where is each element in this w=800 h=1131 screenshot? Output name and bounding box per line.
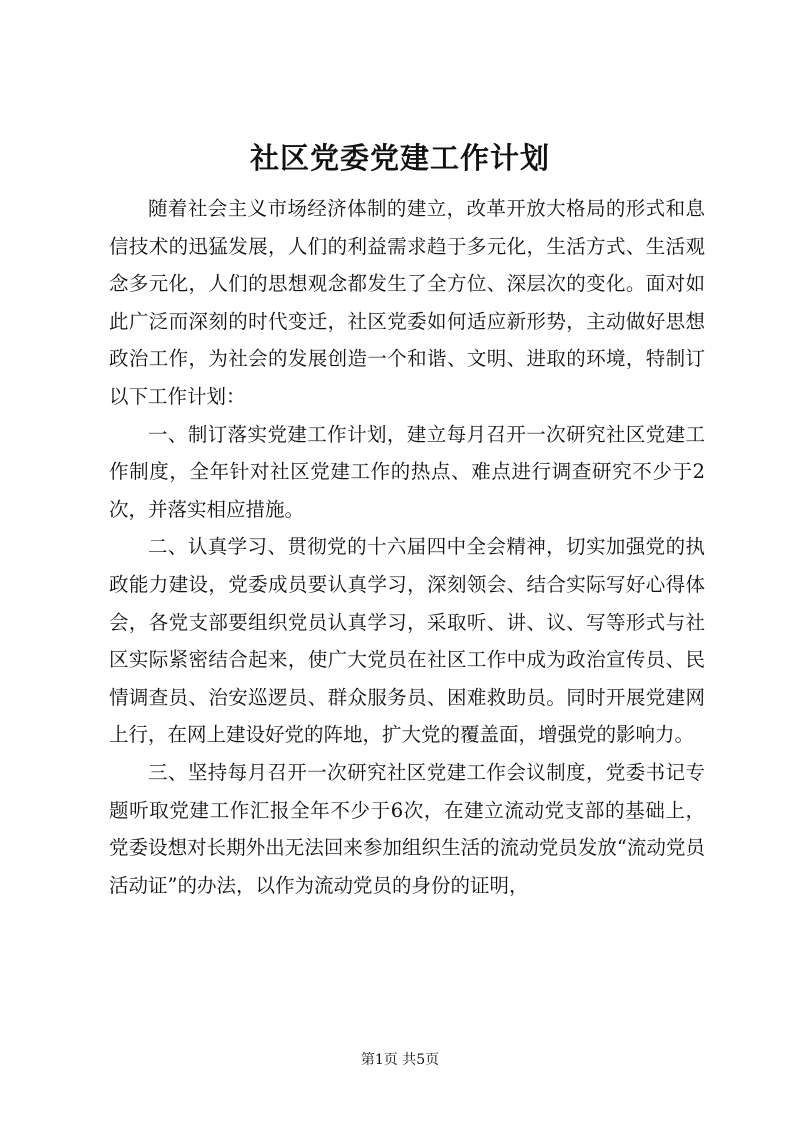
document-body <box>109 190 705 904</box>
page-footer: 第1页 共5页 <box>360 1052 440 1068</box>
paragraph-item-1: 一、制订落实党建工作计划，建立每月召开一次研究社区党建工作制度，全年针对社区党建工作的热点、难点进行调查研究不少于2次，并落实相应措施。 <box>109 422 705 521</box>
paragraph-intro: 随着社会主义市场经济体制的建立，改革开放大格局的形式和息信技术的迅猛发展，人们的利益需求趋于多元化，生活方式、生活观念多元化，人们的思想观念都发生了全方位、深层次的变化。面对如此广泛而深刻的时代变迁，社区党委如何适应新形势，主动做好思想政治工作，为社会的发展创造一个和谐、文明、进取的环境，特制订以下工作计划： <box>109 197 705 408</box>
paragraph-item-3: 三、坚持每月召开一次研究社区党建工作会议制度，党委书记专题听取党建工作汇报全年不少于6次，在建立流动党支部的基础上，党委设想对长期外出无法回来参加组织生活的流动党员发放“流动党员活动证”的办法，以作为流动党员的身份的证明， <box>109 760 705 897</box>
paragraph-item-2: 二、认真学习、贯彻党的十六届四中全会精神，切实加强党的执政能力建设，党委成员要认真学习，深刻领会、结合实际写好心得体会，各党支部要组织党员认真学习，采取听、讲、议、写等形式与社区实际紧密结合起来，使广大党员在社区工作中成为政治宣传员、民情调查员、治安巡逻员、群众服务员、困难救助员。同时开展党建网上行，在网上建设好党的阵地，扩大党的覆盖面，增强党的影响力。 <box>109 535 705 747</box>
document-title: 社区党委党建工作计划 <box>249 141 550 175</box>
